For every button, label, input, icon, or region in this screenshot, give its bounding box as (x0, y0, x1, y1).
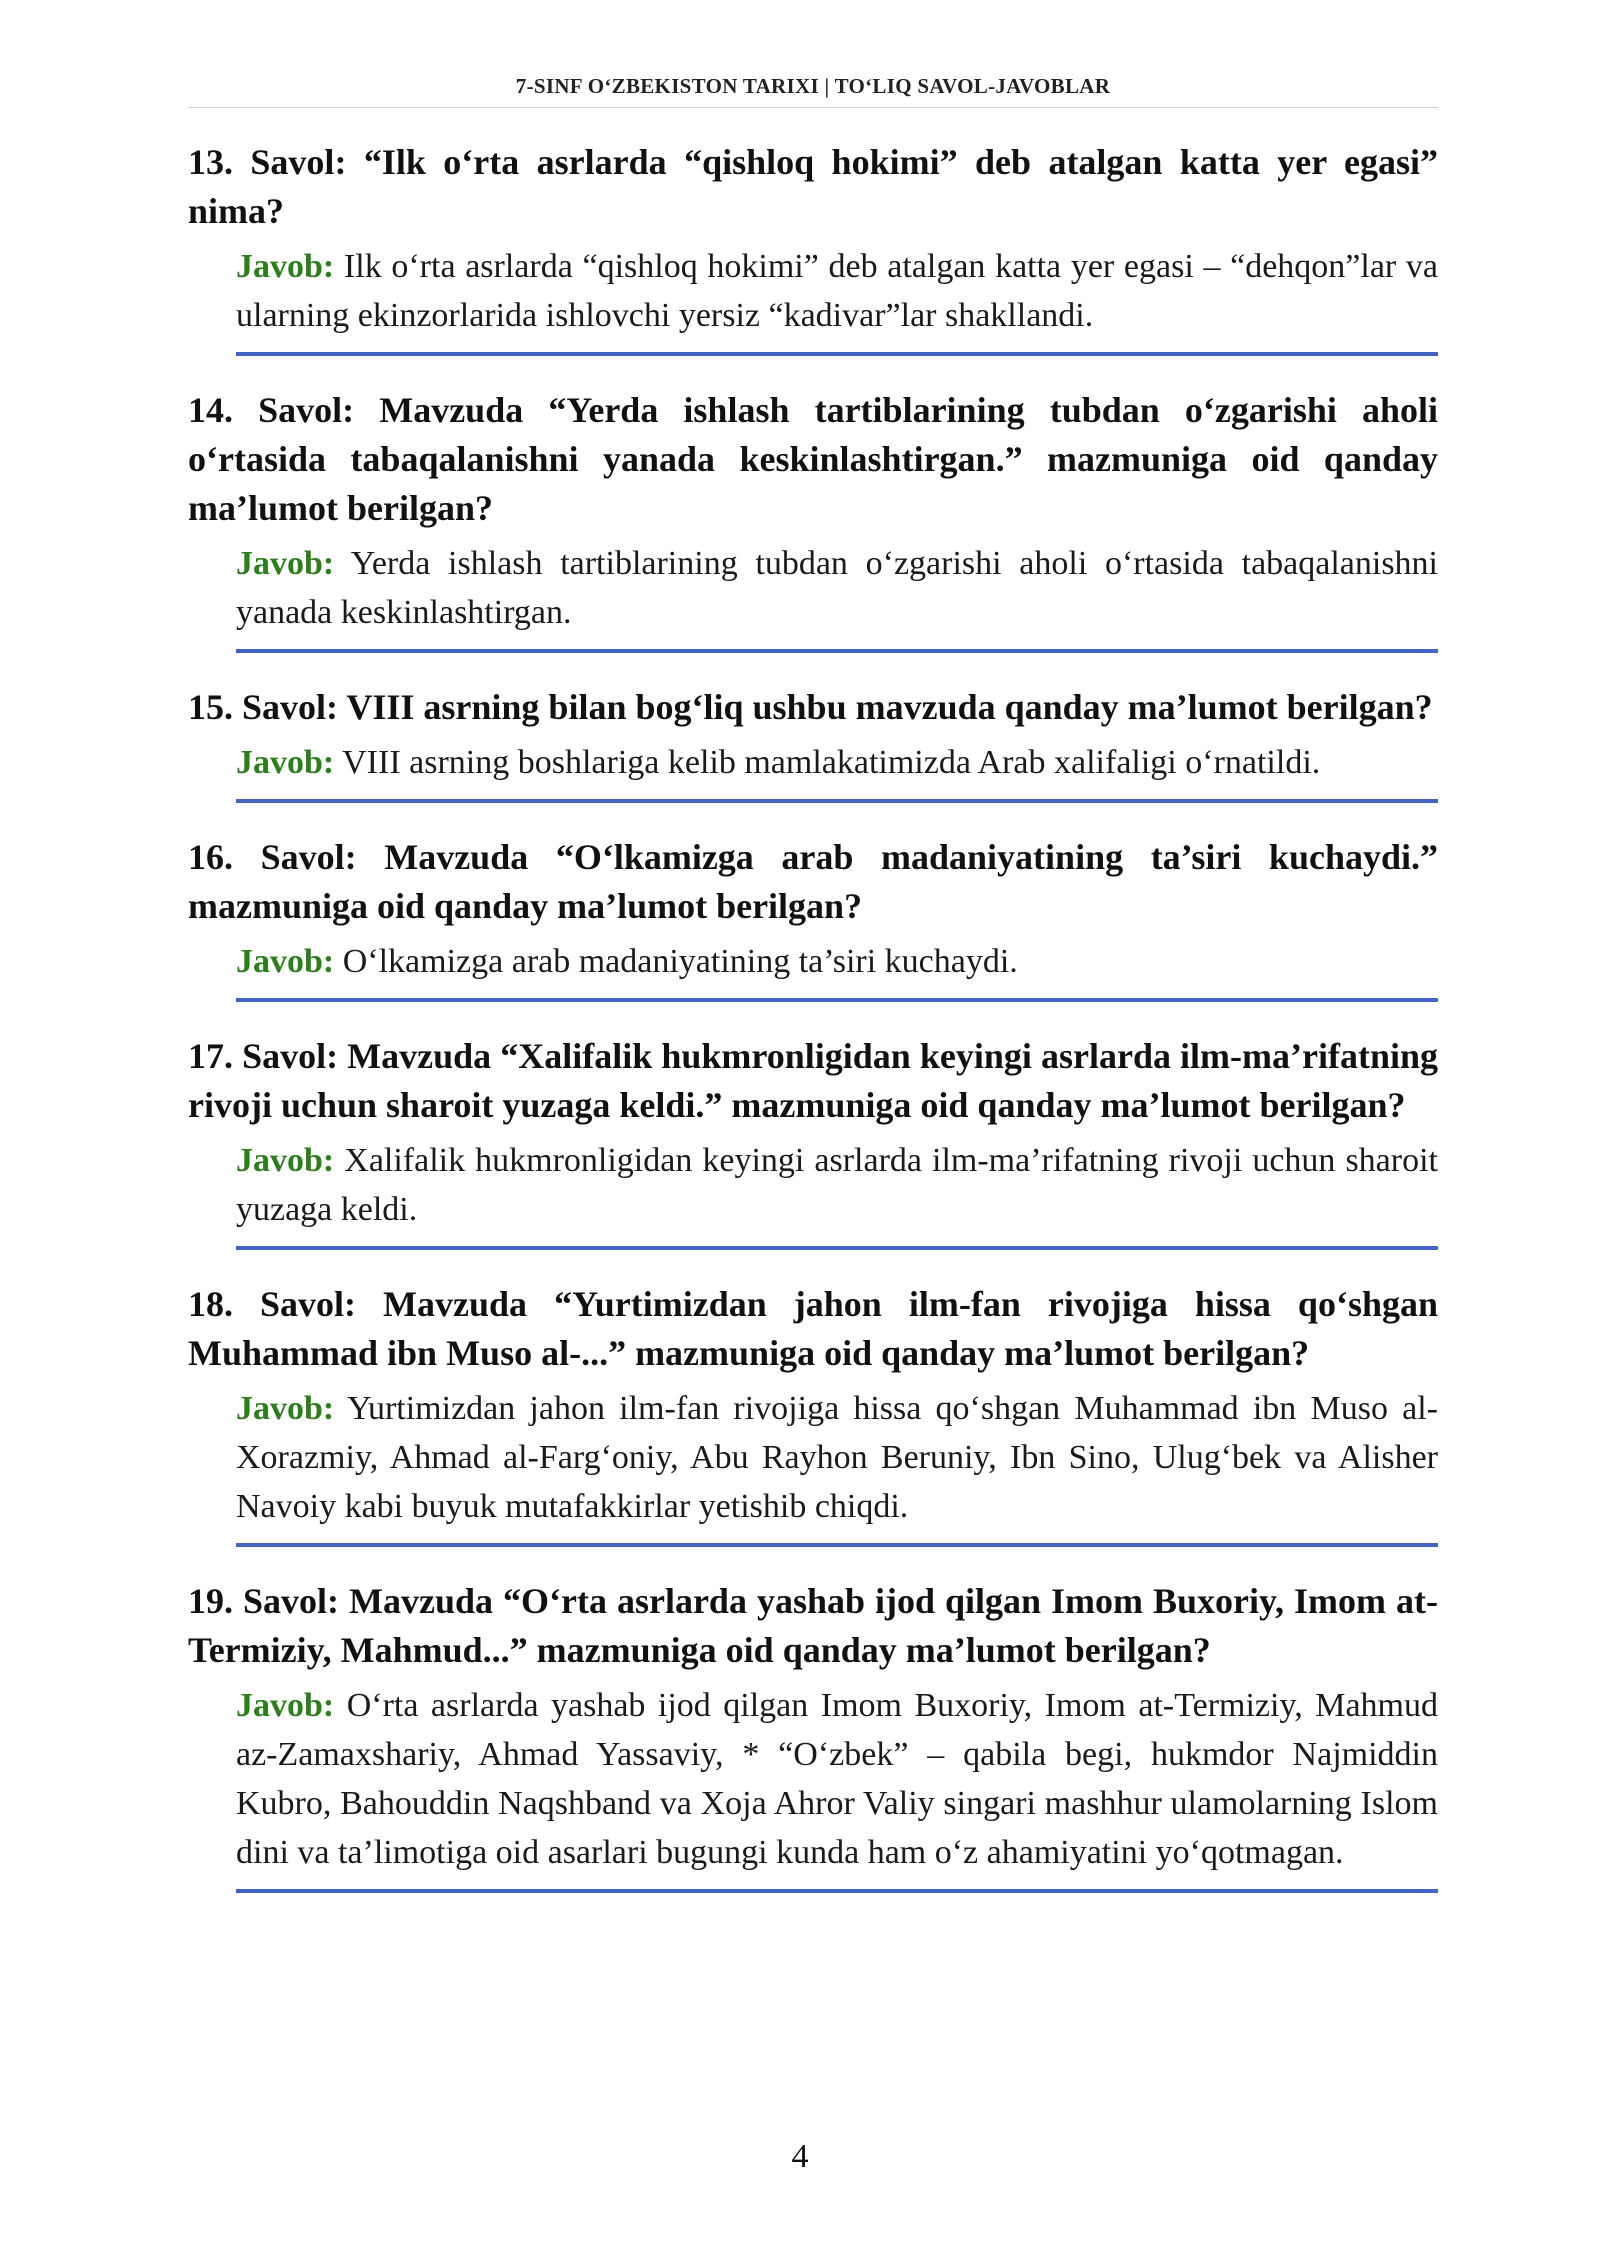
answer-text: Ilk o‘rta asrlarda “qishloq hokimi” deb atalgan katta yer egasi – “dehqon”lar va ularning ekinzorlarida ishlovchi yersiz “kadivar”lar shakllandi. (236, 248, 1439, 334)
document-page (188, 0, 1438, 1923)
qa-item (188, 683, 1438, 803)
question-text: 17. Savol: Mavzuda “Xalifalik hukmronligidan keyingi asrlarda ilm-ma’rifatning rivoji uchun sharoit yuzaga keldi.” mazmuniga oid qanday ma’lumot berilgan? (188, 1036, 1438, 1125)
answer-label: Javob: (236, 943, 335, 980)
answer-block (236, 738, 1438, 803)
answer-label: Javob: (236, 248, 335, 285)
answer-block (236, 242, 1438, 356)
answer-block (236, 539, 1438, 653)
question-text: 15. Savol: VIII asrning bilan bog‘liq ushbu mavzuda qanday ma’lumot berilgan? (188, 687, 1433, 727)
qa-item (188, 386, 1438, 653)
answer-text: Yurtimizdan jahon ilm-fan rivojiga hissa qo‘shgan Muhammad ibn Muso al- Xorazmiy, Ahmad al-Farg‘oniy, Abu Rayhon Beruniy, Ibn Sino, Ulug‘bek va Alisher Navoiy kabi buyuk mutafakkirlar yetishib chiqdi. (236, 1390, 1439, 1525)
qa-item (188, 1577, 1438, 1893)
answer-text: VIII asrning boshlariga kelib mamlakatimizda Arab xalifaligi o‘rnatildi. (342, 744, 1321, 781)
answer-text: Xalifalik hukmronligidan keyingi asrlarda ilm-ma’rifatning rivoji uchun sharoit yuzaga keldi. (236, 1142, 1438, 1228)
question-text: 13. Savol: “Ilk o‘rta asrlarda “qishloq hokimi” deb atalgan katta yer egasi” nima? (188, 142, 1438, 231)
answer-text: O‘rta asrlarda yashab ijod qilgan Imom Buxoriy, Imom at-Termiziy, Mahmud az-Zamaxshariy, Ahmad Yassaviy, * “O‘zbek” – qabila begi, hukmdor Najmiddin Kubro, Bahouddin Naqshband va Xoja Ahror Valiy singari mashhur ulamolarning Islom dini va ta’limotiga oid asarlari bugungi kunda ham o‘z ahamiyatini yo‘qotmagan. (236, 1687, 1438, 1871)
question-text: 14. Savol: Mavzuda “Yerda ishlash tartiblarining tubdan o‘zgarishi aholi o‘rtasida tabaqalanishni yanada keskinlashtirgan.” mazmuniga oid qanday ma’lumot berilgan? (188, 390, 1438, 528)
question-text: 19. Savol: Mavzuda “O‘rta asrlarda yashab ijod qilgan Imom Buxoriy, Imom at-Termiziy, Mahmud...” mazmuniga oid qanday ma’lumot berilgan? (188, 1581, 1438, 1670)
answer-text: O‘lkamizga arab madaniyatining ta’siri kuchaydi. (342, 943, 1018, 980)
answer-label: Javob: (236, 1687, 335, 1724)
running-header: 7-SINF O‘ZBEKISTON TARIXI | TO‘LIQ SAVOL-JAVOBLAR (188, 74, 1438, 108)
page-number: 4 (791, 2138, 809, 2175)
answer-label: Javob: (236, 744, 335, 781)
qa-list (188, 138, 1438, 1893)
answer-label: Javob: (236, 1390, 335, 1427)
answer-block (236, 937, 1438, 1002)
answer-block (236, 1681, 1438, 1893)
qa-item (188, 1280, 1438, 1547)
question-text: 16. Savol: Mavzuda “O‘lkamizga arab madaniyatining ta’siri kuchaydi.” mazmuniga oid qanday ma’lumot berilgan? (188, 837, 1438, 926)
answer-text: Yerda ishlash tartiblarining tubdan o‘zgarishi aholi o‘rtasida tabaqalanishni yanada keskinlashtirgan. (236, 545, 1439, 631)
answer-block (236, 1384, 1438, 1547)
answer-block (236, 1136, 1438, 1250)
qa-item (188, 1032, 1438, 1250)
qa-item (188, 833, 1438, 1002)
question-text: 18. Savol: Mavzuda “Yurtimizdan jahon ilm-fan rivojiga hissa qo‘shgan Muhammad ibn Muso al-...” mazmuniga oid qanday ma’lumot berilgan? (188, 1284, 1438, 1373)
answer-label: Javob: (236, 1142, 335, 1179)
answer-label: Javob: (236, 545, 335, 582)
qa-item (188, 138, 1438, 356)
